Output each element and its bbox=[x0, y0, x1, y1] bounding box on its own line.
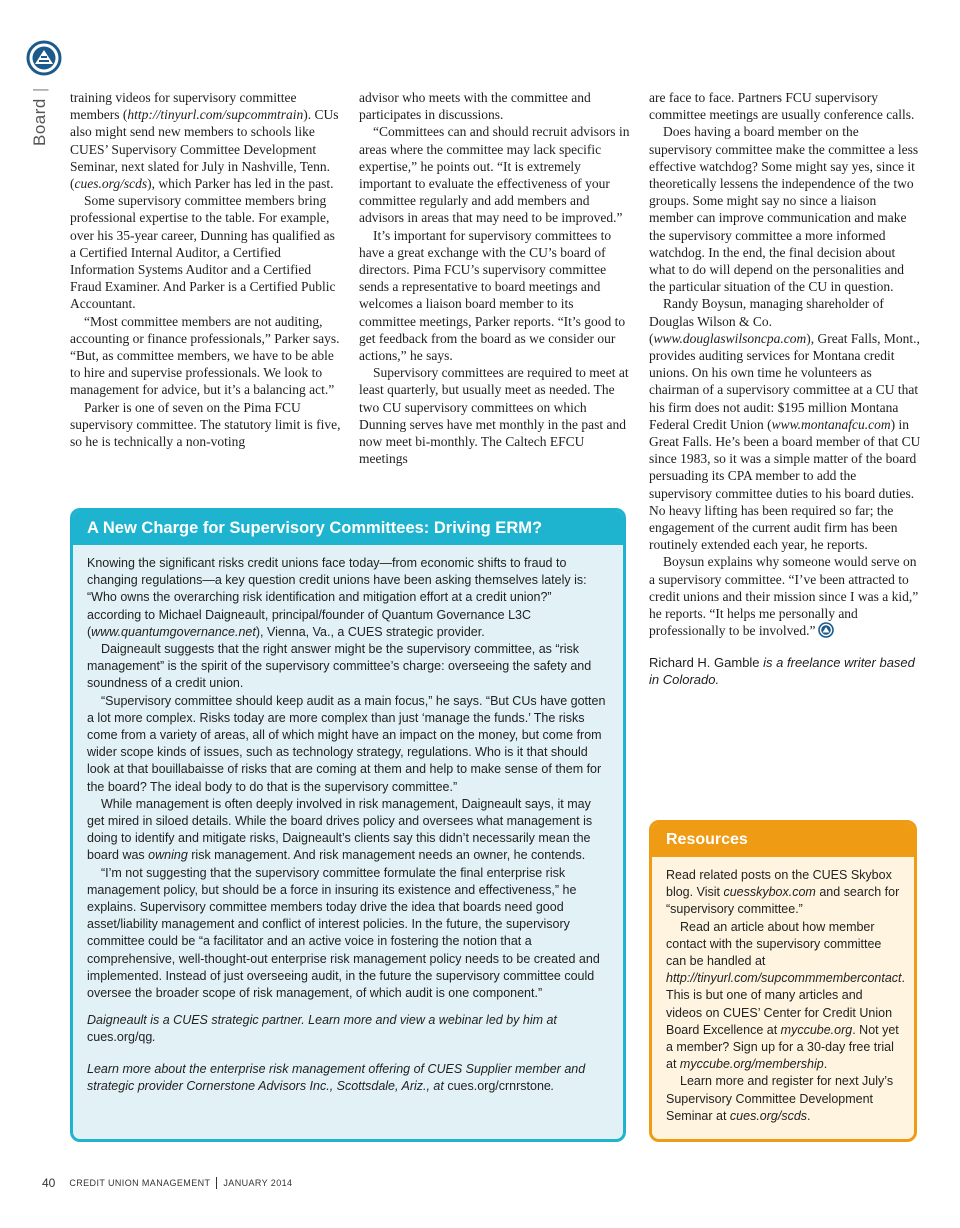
link-text[interactable]: cues.org/crnrstone bbox=[447, 1078, 551, 1093]
note: Daigneault is a CUES strategic partner. Learn more and view a webinar led by him at cues.org/qg. bbox=[87, 1013, 557, 1045]
link-text[interactable]: cues.org/scds bbox=[729, 1108, 808, 1123]
link-text[interactable]: cues.org/qg bbox=[87, 1030, 153, 1045]
paragraph: Knowing the significant risks credit unions face today—from economic shifts to fraud to changing regulations—a key question credit unions have been asking themselves lately is: “Who owns the overarching risk identification and mitigation effort at a credit union?” according to Michael Daigneault, principal/founder of Quantum Governance L3C (www.quantumgovernance.net), Vienna, Va., a CUES strategic provider. bbox=[87, 556, 587, 639]
paragraph: Boysun explains why someone would serve on a supervisory committee. “I’ve been attracted to credit unions and their mission since I was a kid,” he reports. “It helps me personally and professionally to be involved.” bbox=[649, 554, 919, 639]
paragraph: Parker is one of seven on the Pima FCU supervisory committee. The statutory limit is five, so he is technically a non-voting bbox=[70, 399, 341, 450]
page-number: 40 bbox=[42, 1176, 56, 1190]
end-mark-icon bbox=[818, 622, 834, 638]
resources-title: Resources bbox=[652, 823, 914, 857]
link-text[interactable]: www.quantumgovernance.net bbox=[91, 624, 256, 639]
link-text[interactable]: cues.org/scds bbox=[74, 176, 148, 192]
link-text[interactable]: www.douglaswilsoncpa.com bbox=[653, 330, 807, 346]
article-column-1 bbox=[70, 89, 342, 450]
link-text[interactable]: myccube.org bbox=[780, 1022, 853, 1037]
link-text[interactable]: myccube.org/membership bbox=[679, 1057, 824, 1072]
author-bio: Richard H. Gamble is a freelance writer based in Colorado. bbox=[649, 654, 915, 687]
cues-logo-icon bbox=[26, 40, 62, 76]
magazine-name: CREDIT UNION MANAGEMENT bbox=[69, 1178, 211, 1188]
link-text[interactable]: cuesskybox.com bbox=[723, 885, 816, 900]
paragraph: “I’m not suggesting that the supervisory committee formulate the final enterprise risk management policy, but should be a force in insuring its existence and effectiveness,” he explains. Supervisory committee members today drive the idea that boards need good asset/liability management and conflict of interest policies. In the future, the supervisory committee could be “a facilitator and an active voice in fostering the notion that a comprehensive, well-thought-out enterprise risk management policy needs to be created and implemented. Instead of just overseeing audit, in the future the supervisory committee could oversee the broader scope of risk management, of which audit is one component.” bbox=[87, 865, 600, 1001]
link-text[interactable]: www.montanafcu.com bbox=[771, 416, 891, 432]
paragraph: “Most committee members are not auditing, accounting or finance professionals,” Parker says. “But, as committee members, we have to be able to hire and supervise professionals. We look to management for advice, but it’s a balancing act.” bbox=[70, 313, 340, 398]
section-label: Board| bbox=[30, 87, 49, 146]
paragraph: Daigneault suggests that the right answer might be the supervisory committee, as “risk management” is the spirit of the supervisory committee’s charge: overseeing the safety and soundness of a credit union. bbox=[87, 642, 592, 691]
resources-sidebar bbox=[649, 820, 917, 1142]
paragraph: are face to face. Partners FCU supervisory committee meetings are usually conference calls. bbox=[649, 90, 915, 123]
paragraph: Supervisory committees are required to meet at least quarterly, but usually meet as needed. The two CU supervisory committees on which Dunning serves have met monthly in the past and now meet bi-monthly. The Caltech EFCU meetings bbox=[359, 365, 629, 467]
paragraph: While management is often deeply involved in risk management, Daigneault says, it may get mired in siloed details. While the board drives policy and oversees what management is doing to identify and mitigate risks, Daigneault’s clients say this didn’t necessarily mean the board was owning risk management. And risk management needs an owner, he contends. bbox=[87, 796, 593, 863]
paragraph: “Committees can and should recruit advisors in areas where the committee may lack specific expertise,” he points out. “It is extremely important to evaluate the effectiveness of your committee regularly and add members and advisors in areas that may need to be improved.” bbox=[359, 124, 630, 226]
erm-sidebar bbox=[70, 508, 626, 1142]
paragraph: It’s important for supervisory committees to have a great exchange with the CU’s board of directors. Pima FCU’s supervisory committee sends a representative to board meetings and welcomes a liaison board member to its committee meetings, Parker reports. “It’s good to get feedback from the board as we consider our actions,” he says. bbox=[359, 227, 626, 364]
page-footer bbox=[42, 1176, 292, 1190]
erm-sidebar-title: A New Charge for Supervisory Committees: Driving ERM? bbox=[73, 511, 623, 545]
link-text[interactable]: http://tinyurl.com/supcommtrain bbox=[127, 107, 304, 123]
paragraph: Learn more and register for next July’s Supervisory Committee Development Seminar at cues.org/scds. bbox=[666, 1074, 894, 1123]
paragraph: Some supervisory committee members bring professional expertise to the table. For example, over his 35-year career, Dunning has qualified as a Certified Internal Auditor, a Certified Information Systems Auditor and a Certified Fraud Examiner. And Parker is a Certified Public Accountant. bbox=[70, 193, 336, 312]
article-column-3 bbox=[649, 89, 921, 688]
paragraph: Does having a board member on the supervisory committee make the committee a less effective watchdog? Some might say yes, since it theoretically lessens the independence of the two groups. Some might say no since a liaison member can improve communication and make the supervisory committee a more informed watchdog. In the end, the final decision about what to do will depend on the personalities and the particular situation of the CU in question. bbox=[649, 124, 919, 295]
note: Learn more about the enterprise risk management offering of CUES Supplier member and strategic provider Cornerstone Advisors Inc., Scottsdale, Ariz., at cues.org/crnrstone. bbox=[87, 1061, 586, 1093]
article-column-2 bbox=[359, 89, 631, 467]
paragraph: training videos for supervisory committee members (http://tinyurl.com/supcommtrain). CUs also might send new members to schools like CUES’ Supervisory Committee Development Seminar, next slated for July in Nashville, Tenn. (cues.org/scds), which Parker has led in the past. bbox=[70, 90, 339, 192]
paragraph: advisor who meets with the committee and participates in discussions. bbox=[359, 90, 591, 123]
paragraph: Read related posts on the CUES Skybox blog. Visit cuesskybox.com and search for “supervisory committee.” bbox=[666, 868, 900, 917]
paragraph: “Supervisory committee should keep audit as a main focus,” he says. “But CUs have gotten a lot more complex. Risks today are more complex than just ‘manage the funds.’ The risks come from a variety of areas, all of which might have an impact on the money, but come from wider scope kinds of issues, such as technology strategy, regulations. Who is it that should look at that bouillabaisse of risks that are coming at them and help to make sense of them for the board? The ideal body to do that is the supervisory committee.” bbox=[87, 693, 606, 794]
paragraph: Read an article about how member contact with the supervisory committee can be handled at http://tinyurl.com/supcommmembercontact. This is but one of many articles and videos on CUES’ Center for Credit Union Board Excellence at myccube.org. Not yet a member? Sign up for a 30-day free trial at myccube.org/membership. bbox=[666, 919, 905, 1072]
footer-divider bbox=[216, 1177, 217, 1189]
issue-date: JANUARY 2014 bbox=[223, 1178, 293, 1188]
link-text[interactable]: http://tinyurl.com/supcommmembercontact bbox=[666, 971, 902, 986]
paragraph: Randy Boysun, managing shareholder of Douglas Wilson & Co. (www.douglaswilsoncpa.com), Great Falls, Mont., provides auditing services for Montana credit unions. On his own time he volunteers as chairman of a supervisory committee at a CU that his firm does not audit: $195 million Montana Federal Credit Union (www.montanafcu.com) in Great Falls. He’s been a board member of that CU since 1983, so it was a simple matter of the board persuading its CPA member to add the supervisory committee duties to his board duties. No heavy lifting has been required so far; the engagement of the current audit firm has been routinely extended each year, he reports. bbox=[649, 296, 921, 553]
